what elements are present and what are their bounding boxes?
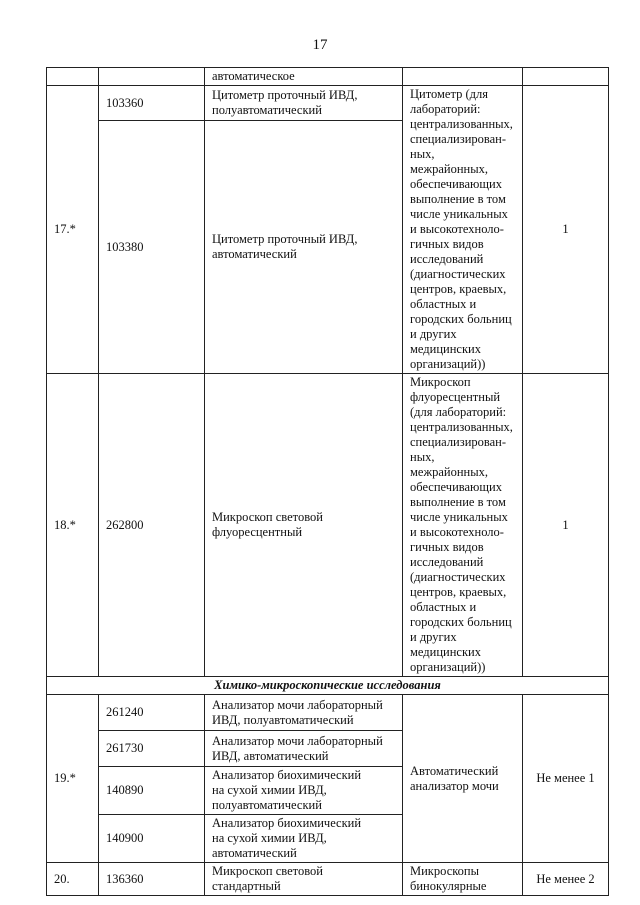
table-row-20: [47, 863, 609, 896]
item-name: Цитометр проточный ИВД, полуавтоматический: [205, 86, 403, 121]
cell-device: [403, 68, 523, 86]
cell-quantity: [523, 68, 609, 86]
item-name: Анализатор мочи лабораторный ИВД, полуавтоматический: [205, 695, 403, 731]
cell-name: автоматическое: [205, 68, 403, 86]
table-row-18: [47, 374, 609, 677]
page-number: 17: [312, 37, 328, 53]
table-row-19a: [47, 695, 609, 731]
section-title: Химико-микроскопические исследования: [47, 677, 609, 695]
item-code: 136360: [99, 863, 205, 896]
equipment-table: [46, 67, 609, 896]
item-code: 140900: [99, 815, 205, 863]
cell-number: [47, 68, 99, 86]
quantity: Не менее 2: [523, 863, 609, 896]
item-number: 17.*: [47, 86, 99, 374]
item-name: Микроскоп световой стандартный: [205, 863, 403, 896]
item-code: 103360: [99, 86, 205, 121]
item-code: 261240: [99, 695, 205, 731]
device-description: Микроскопы бинокулярные: [403, 863, 523, 896]
item-number: 19.*: [47, 695, 99, 863]
item-name: Анализатор мочи лабораторный ИВД, автоматический: [205, 731, 403, 767]
device-description: Автоматический анализатор мочи: [403, 695, 523, 863]
item-name: Микроскоп световой флуоресцентный: [205, 374, 403, 677]
item-name: Анализатор биохимический на сухой химии ИВД, полуавтоматический: [205, 767, 403, 815]
item-number: 18.*: [47, 374, 99, 677]
table-row-17a: [47, 86, 609, 121]
item-number: 20.: [47, 863, 99, 896]
device-description: Микроскоп флуоресцентный (для лабораторий: централизованных, специализирован- ных, межрайонных, обеспечивающих выполнение в том числе уникальных и высокотехноло- гичных видов исследований (диагностических центров, краевых, областных и городских больниц и других медицинских организаций)): [403, 374, 523, 677]
quantity: 1: [523, 86, 609, 374]
item-code: 103380: [99, 121, 205, 374]
quantity: Не менее 1: [523, 695, 609, 863]
quantity: 1: [523, 374, 609, 677]
device-description: Цитометр (для лабораторий: централизованных, специализирован- ных, межрайонных, обеспечивающих выполнение в том числе уникальных и высокотехноло- гичных видов исследований (диагностических центров, краевых, областных и городских больниц и других медицинских организаций)): [403, 86, 523, 374]
item-code: 261730: [99, 731, 205, 767]
cell-code: [99, 68, 205, 86]
table-row-continuation: [47, 68, 609, 86]
item-code: 140890: [99, 767, 205, 815]
item-code: 262800: [99, 374, 205, 677]
section-header-row: [47, 677, 609, 695]
item-name: Анализатор биохимический на сухой химии ИВД, автоматический: [205, 815, 403, 863]
item-name: Цитометр проточный ИВД, автоматический: [205, 121, 403, 374]
